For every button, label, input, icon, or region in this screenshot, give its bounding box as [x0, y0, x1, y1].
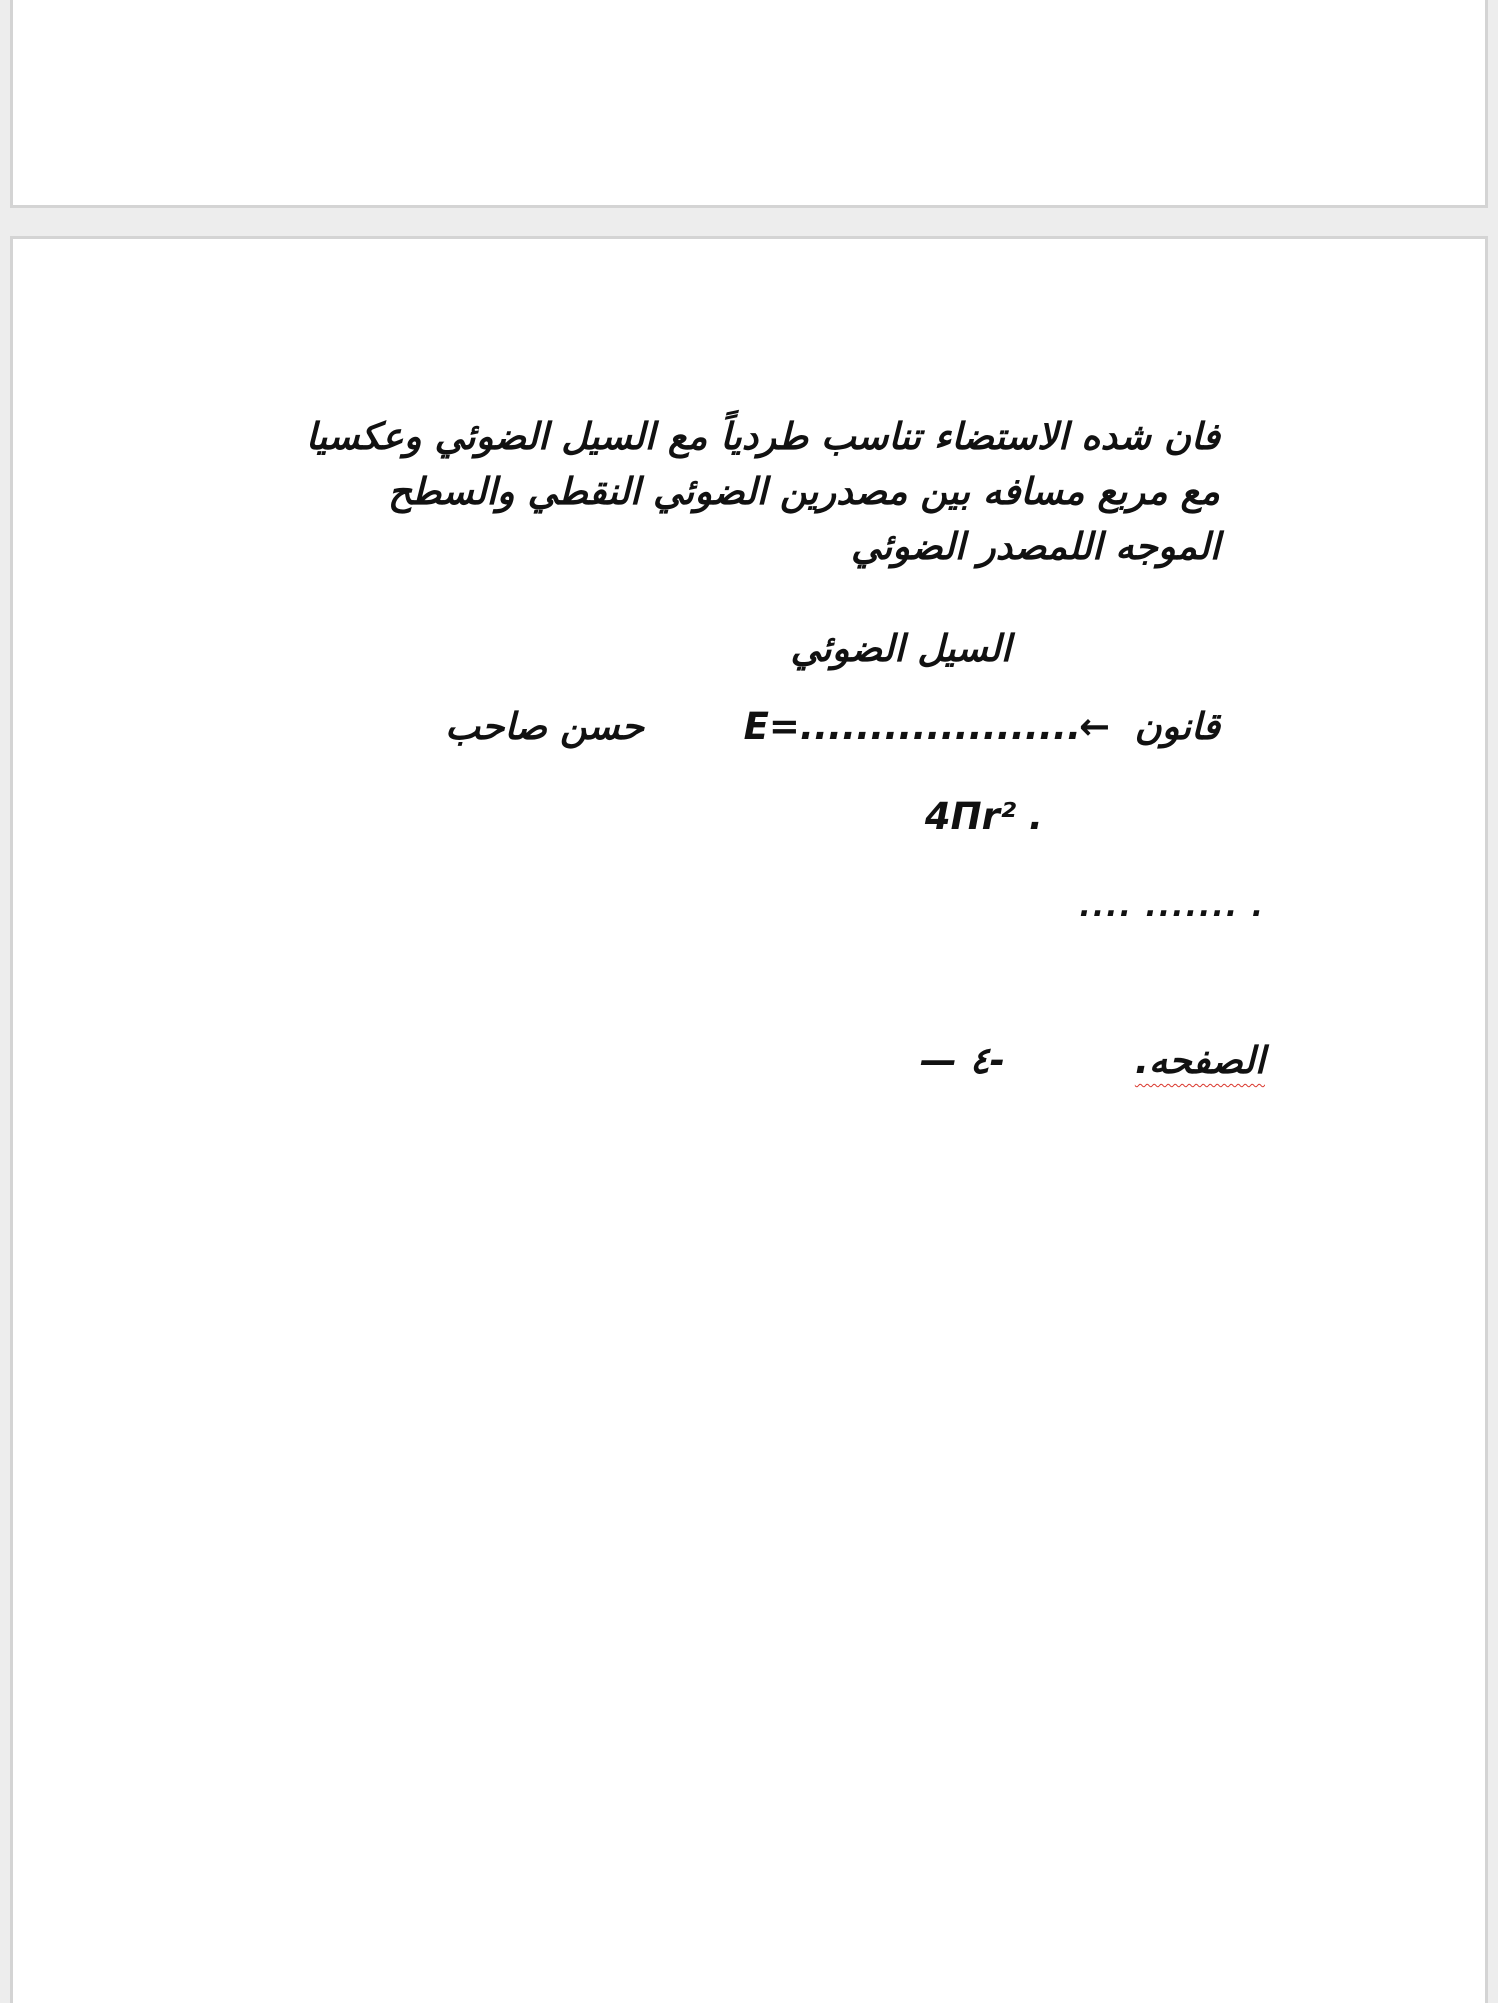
- arrow-icon: ←: [1078, 705, 1110, 748]
- previous-page: [10, 0, 1488, 208]
- paragraph-line-1: فان شده الاستضاء تناسب طردياً مع السيل الضوئي وعكسيا: [305, 415, 1220, 458]
- paragraph-line-3: الموجه اللمصدر الضوئي: [851, 525, 1220, 568]
- law-label: قانون: [1134, 705, 1220, 748]
- page-label: الصفحه.: [1134, 1039, 1265, 1082]
- formula-numerator: E=....................: [743, 705, 1081, 748]
- body-paragraph: [240, 409, 1220, 574]
- section-heading: السيل الضوئي: [790, 627, 1011, 670]
- paragraph-line-2: مع مربع مسافه بين مصدرين الضوئي النقطي والسطح: [388, 470, 1220, 513]
- formula-denominator: 4Πr² .: [924, 795, 1043, 838]
- document-page: [10, 236, 1488, 2003]
- dotted-line: .... ....... .: [1079, 889, 1265, 924]
- author-name: حسن صاحب: [445, 705, 644, 748]
- page-number: -٤ —: [919, 1039, 1005, 1082]
